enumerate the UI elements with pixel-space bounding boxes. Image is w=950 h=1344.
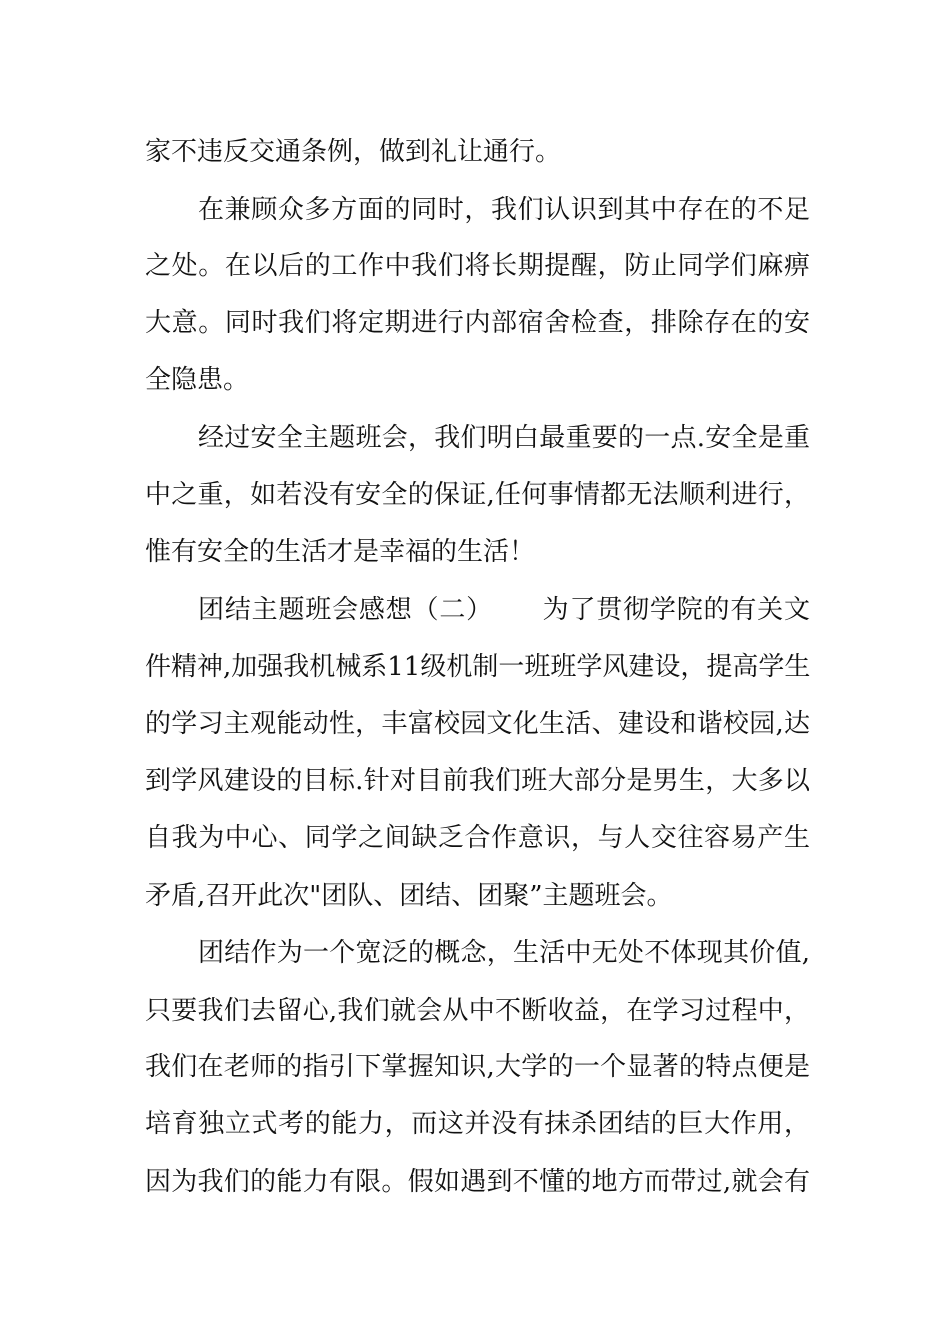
text-line: 团结作为一个宽泛的概念，生活中无处不体现其价值, <box>198 938 810 968</box>
text-line: 大意。同时我们将定期进行内部宿舍检查，排除存在的安 <box>145 308 810 338</box>
text-line: 在兼顾众多方面的同时，我们认识到其中存在的不足 <box>198 195 810 225</box>
text-line: 经过安全主题班会，我们明白最重要的一点.安全是重 <box>198 423 810 453</box>
text-line: 因为我们的能力有限。假如遇到不懂的地方而带过,就会有 <box>145 1167 810 1197</box>
text-line: 惟有安全的生活才是幸福的生活！ <box>145 537 536 567</box>
text-line: 培育独立式考的能力，而这并没有抹杀团结的巨大作用， <box>145 1109 810 1139</box>
text-line: 中之重，如若没有安全的保证,任何事情都无法顺利进行， <box>145 480 810 510</box>
text-line: 之处。在以后的工作中我们将长期提醒，防止同学们麻痹 <box>145 251 810 281</box>
text-line: 我们在老师的指引下掌握知识,大学的一个显著的特点便是 <box>145 1052 810 1082</box>
text-line: 件精神,加强我机械系11级机制一班班学风建设，提高学生 <box>145 652 811 682</box>
text-line: 到学风建设的目标.针对目前我们班大部分是男生，大多以 <box>145 766 810 796</box>
text-line: 全隐患。 <box>145 365 250 395</box>
text-line: 家不违反交通条例，做到礼让通行。 <box>145 137 562 167</box>
text-line: 团结主题班会感想（二） 为了贯彻学院的有关文 <box>198 595 810 625</box>
text-line: 只要我们去留心,我们就会从中不断收益，在学习过程中， <box>145 996 810 1026</box>
text-line: 矛盾,召开此次"团队、团结、团聚”主题班会。 <box>145 881 673 911</box>
text-line: 的学习主观能动性，丰富校园文化生活、建设和谐校园,达 <box>145 709 810 739</box>
text-line: 自我为中心、同学之间缺乏合作意识，与人交往容易产生 <box>145 823 810 853</box>
